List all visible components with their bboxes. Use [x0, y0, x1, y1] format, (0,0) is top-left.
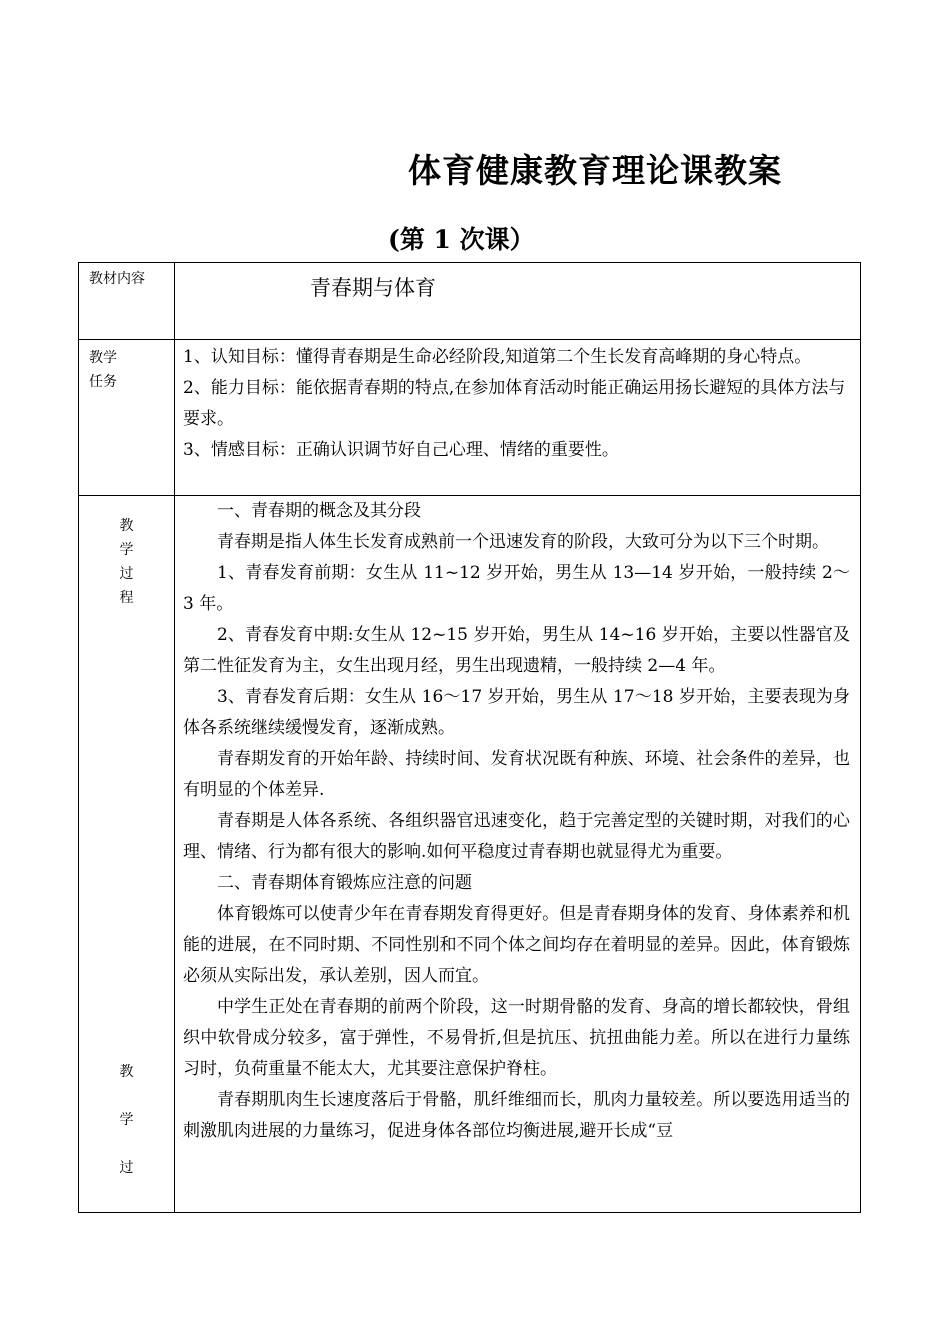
section-heading-1: 一、青春期的概念及其分段	[217, 501, 421, 521]
table-row-tasks	[79, 340, 861, 496]
process-label-char: 教	[119, 1064, 134, 1080]
process-label-char: 程	[119, 590, 134, 606]
task-item-cognitive: 1、认知目标：懂得青春期是生命必经阶段,知道第二个生长发育高峰期的身心特点。	[183, 347, 812, 367]
paragraph: 青春期是人体各系统、各组织器官迅速变化，趋于完善定型的关键时期，对我们的心理、情绪、行为都有很大的影响.如何平稳度过青春期也就显得尤为重要。	[183, 811, 850, 862]
label-cell-material	[79, 263, 175, 340]
paragraph: 青春期发育的开始年龄、持续时间、发育状况既有种族、环境、社会条件的差异，也有明显的个体差异.	[183, 749, 850, 800]
lesson-number: (第 1 次课）	[388, 225, 535, 254]
label-cell-tasks	[79, 340, 175, 496]
paragraph: 1、青春发育前期：女生从 11~12 岁开始，男生从 13—14 岁开始，一般持续 2～3 年。	[183, 563, 850, 614]
tasks-label	[79, 340, 174, 394]
task-item-emotion: 3、情感目标：正确认识调节好自己心理、情绪的重要性。	[183, 440, 619, 460]
process-label-char: 过	[119, 566, 134, 582]
task-list	[175, 340, 860, 466]
task-item-ability: 2、能力目标：能依据青春期的特点,在参加体育活动时能正确运用扬长避短的具体方法与要求。	[183, 378, 846, 429]
lesson-plan-table	[78, 262, 861, 1213]
paragraph: 青春期肌肉生长速度落后于骨骼，肌纤维细而长，肌肉力量较差。所以要选用适当的刺激肌肉进展的力量练习，促进身体各部位均衡进展,避开长成“豆	[183, 1090, 850, 1141]
material-label: 教材内容	[89, 271, 145, 287]
document-title: 体育健康教育理论课教案	[408, 151, 782, 190]
label-cell-process	[79, 496, 175, 1213]
process-text	[175, 496, 860, 1147]
tasks-label-line1: 教学	[89, 350, 117, 366]
paragraph: 中学生正处在青春期的前两个阶段，这一时期骨骼的发育、身高的增长都较快，骨组织中软骨成分较多，富于弹性，不易骨折,但是抗压、抗扭曲能力差。所以在进行力量练习时，负荷重量不能太大，尤其要注意保护脊柱。	[183, 997, 850, 1079]
process-label-char: 学	[119, 542, 134, 558]
paragraph: 2、青春发育中期:女生从 12~15 岁开始，男生从 14~16 岁开始，主要以性器官及第二性征发育为主，女生出现月经，男生出现遗精，一般持续 2—4 年。	[183, 625, 850, 676]
paragraph: 3、青春发育后期：女生从 16～17 岁开始，男生从 17～18 岁开始，主要表现为身体各系统继续缓慢发育，逐渐成熟。	[183, 687, 850, 738]
process-label-char: 过	[119, 1160, 134, 1176]
process-label-char: 教	[119, 518, 134, 534]
lesson-topic: 青春期与体育	[310, 276, 436, 300]
table-row-material	[79, 263, 861, 340]
paragraph: 体育锻炼可以使青少年在青春期发育得更好。但是青春期身体的发育、身体素养和机能的进展，在不同时期、不同性别和不同个体之间均存在着明显的差异。因此，体育锻炼必须从实际出发，承认差别，因人而宜。	[183, 904, 850, 986]
process-label-char: 学	[119, 1112, 134, 1128]
section-heading-2: 二、青春期体育锻炼应注意的问题	[217, 873, 472, 893]
process-label-top	[79, 514, 174, 610]
paragraph: 青春期是指人体生长发育成熟前一个迅速发育的阶段，大致可分为以下三个时期。	[217, 532, 829, 552]
process-label	[79, 496, 174, 1182]
content-cell-process	[175, 496, 861, 1213]
process-label-bottom	[79, 1058, 174, 1182]
table-row-process	[79, 496, 861, 1213]
content-cell-tasks	[175, 340, 861, 496]
tasks-label-line2: 任务	[89, 374, 117, 390]
content-cell-material	[175, 263, 861, 340]
